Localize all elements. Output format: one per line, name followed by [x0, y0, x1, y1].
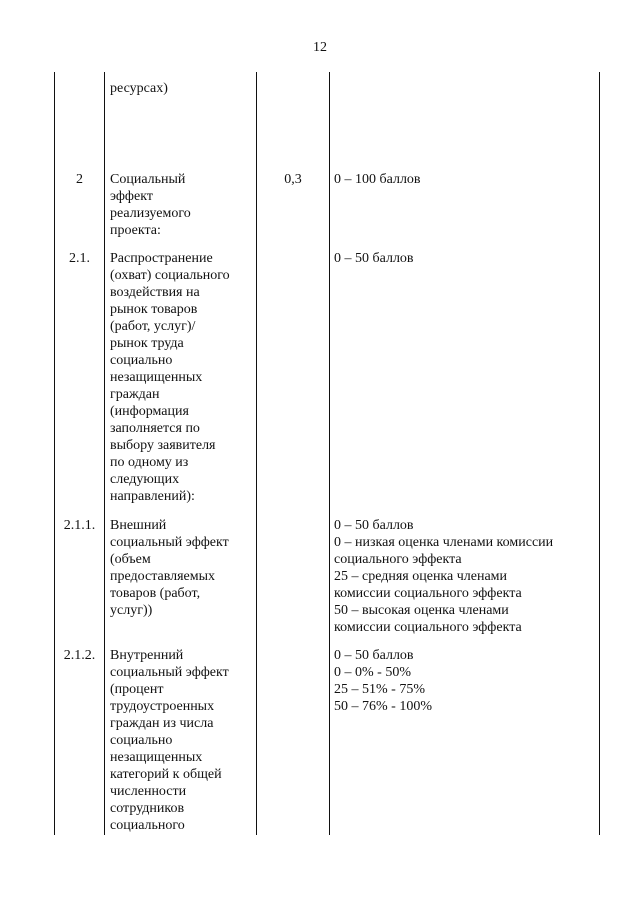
row-2-1-criterion — [110, 250, 252, 505]
row-2-1-2-scale — [334, 647, 600, 715]
scale-line: комиссии социального эффекта — [334, 586, 522, 601]
scale-line: комиссии социального эффекта — [334, 620, 522, 635]
criterion-line: социальный эффект — [110, 665, 229, 680]
scale-line: 25 – 51% - 75% — [334, 682, 425, 697]
criterion-line: граждан из числа — [110, 716, 214, 731]
criterion-line: граждан — [110, 387, 160, 402]
criterion-line: Внешний — [110, 518, 167, 533]
scale-line: 25 – средняя оценка членами — [334, 569, 508, 584]
criterion-line: (процент — [110, 682, 164, 697]
criterion-line: незащищенных — [110, 750, 203, 765]
criterion-line: предоставляемых — [110, 569, 216, 584]
criterion-line: социального — [110, 818, 185, 833]
criterion-line: выбору заявителя — [110, 438, 216, 453]
criterion-line: следующих — [110, 472, 180, 487]
criterion-line: социально — [110, 733, 173, 748]
row-2-scale — [334, 171, 600, 188]
criterion-line: заполняется по — [110, 421, 200, 436]
row-2-1-2-criterion — [110, 647, 252, 834]
criterion-line: услуг)) — [110, 603, 153, 618]
scale-line: 50 – высокая оценка членами — [334, 603, 509, 618]
row-2-number: 2 — [76, 172, 83, 187]
row-2-1-1-scale — [334, 517, 600, 636]
scale-line: социального эффекта — [334, 552, 462, 567]
column-divider-1 — [104, 72, 105, 835]
criterion-line: по одному из — [110, 455, 189, 470]
criterion-line: воздействия на — [110, 285, 200, 300]
criterion-line: товаров (работ, — [110, 586, 201, 601]
criterion-line: направлений): — [110, 489, 195, 504]
row-2-criterion — [110, 171, 252, 239]
row-2-1-number: 2.1. — [69, 251, 90, 266]
row-2-1-1-criterion — [110, 517, 252, 619]
row-2-weight: 0,3 — [284, 172, 302, 187]
criterion-line: категорий к общей — [110, 767, 222, 782]
row-2-1-2-number: 2.1.2. — [63, 648, 96, 663]
column-divider-3 — [329, 72, 330, 835]
criterion-line: реализуемого — [110, 206, 191, 221]
criterion-line: (объем — [110, 552, 151, 567]
scale-line: 0 – 0% - 50% — [334, 665, 411, 680]
criterion-line: социальный эффект — [110, 535, 229, 550]
criterion-line: Распространение — [110, 251, 213, 266]
row-continued-criterion — [110, 80, 252, 97]
scale-line: 0 – 50 баллов — [334, 518, 414, 533]
criterion-line: ресурсах) — [110, 81, 168, 96]
criterion-line: Внутренний — [110, 648, 184, 663]
criterion-line: (информация — [110, 404, 189, 419]
criterion-line: (работ, услуг)/ — [110, 319, 196, 334]
scale-line: 50 – 76% - 100% — [334, 699, 432, 714]
criterion-line: (охват) социального — [110, 268, 230, 283]
criterion-line: эффект — [110, 189, 153, 204]
criterion-line: проекта: — [110, 223, 161, 238]
row-2-1-scale — [334, 250, 600, 267]
criterion-line: рынок труда — [110, 336, 184, 351]
criterion-line: сотрудников — [110, 801, 185, 816]
criterion-line: социально — [110, 353, 173, 368]
row-2-1-1-number: 2.1.1. — [63, 518, 96, 533]
scale-line: 0 – 50 баллов — [334, 648, 414, 663]
criterion-line: Социальный — [110, 172, 186, 187]
criterion-line: рынок товаров — [110, 302, 198, 317]
scale-line: 0 – 50 баллов — [334, 251, 414, 266]
page-number: 12 — [313, 40, 327, 55]
criterion-line: незащищенных — [110, 370, 203, 385]
scale-line: 0 – 100 баллов — [334, 172, 421, 187]
scale-line: 0 – низкая оценка членами комиссии — [334, 535, 554, 550]
criterion-line: численности — [110, 784, 187, 799]
criterion-line: трудоустроенных — [110, 699, 215, 714]
